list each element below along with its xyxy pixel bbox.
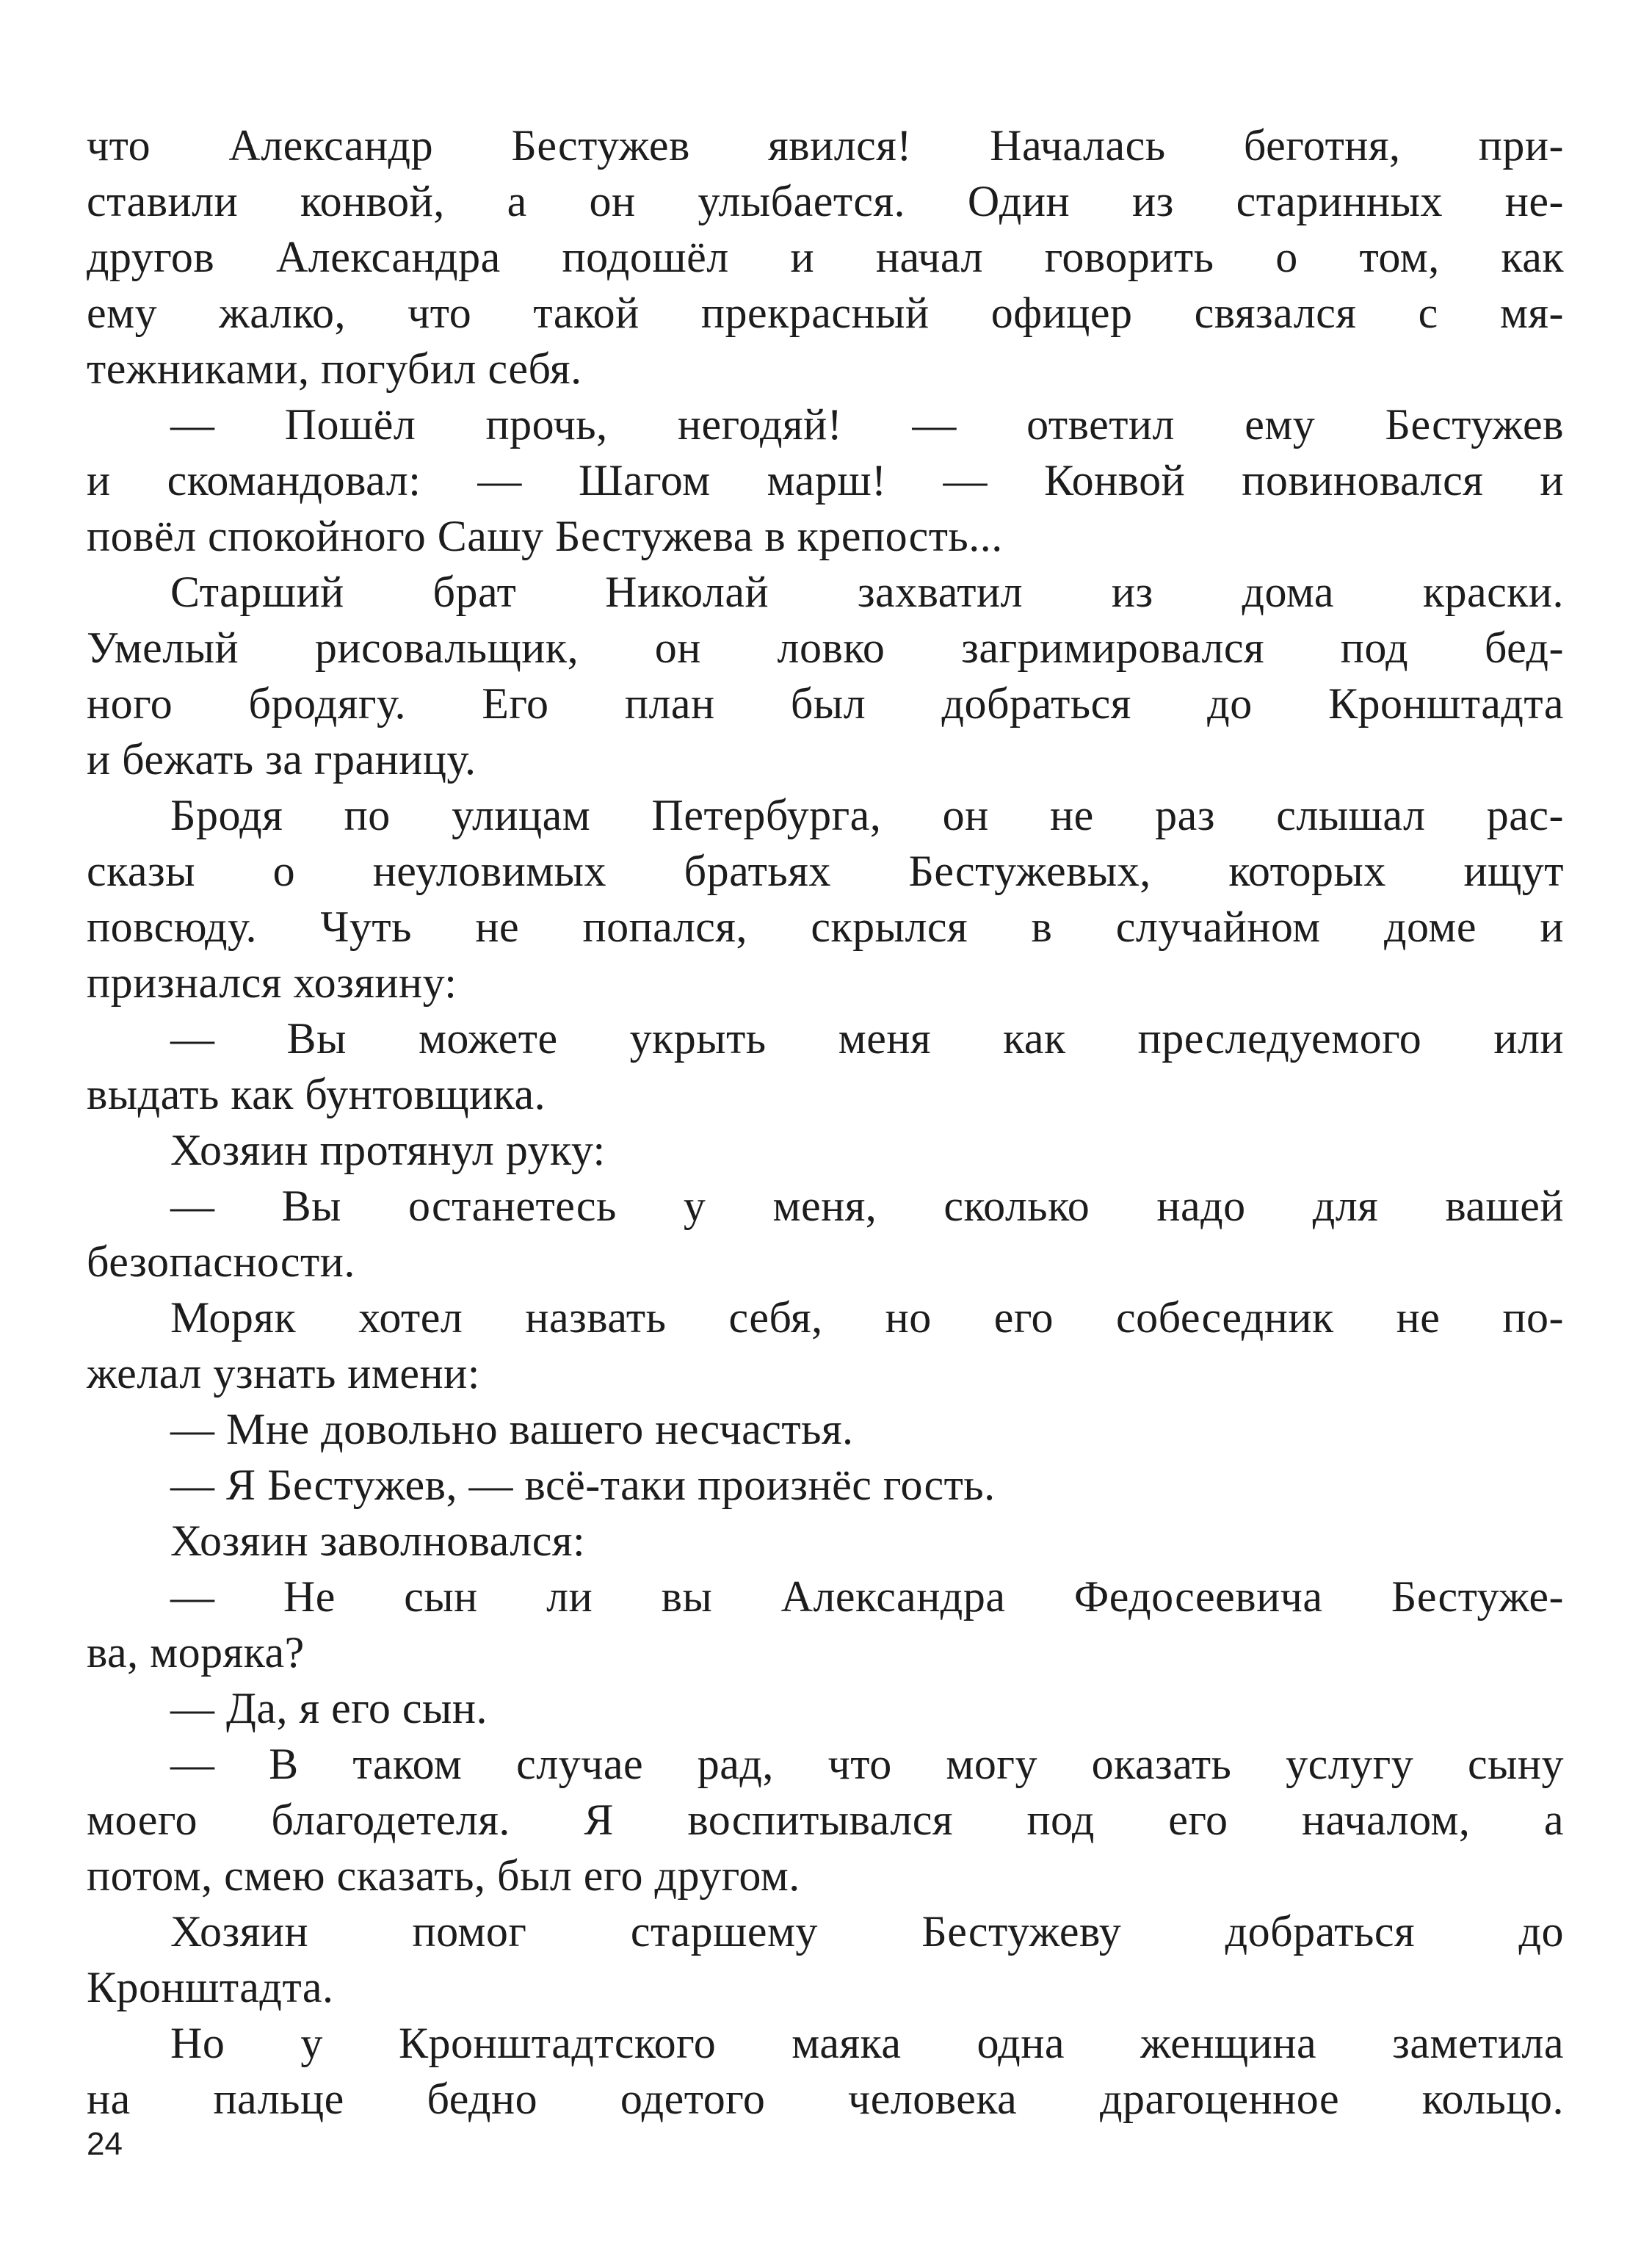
text-line: на пальце бедно одетого человека драгоценное кольцо. bbox=[87, 2075, 1564, 2123]
text-line: Моряк хотел назвать себя, но его собеседник не по- bbox=[170, 1293, 1564, 1342]
text-line: Хозяин заволновался: bbox=[170, 1516, 586, 1565]
text-line: желал узнать имени: bbox=[87, 1349, 480, 1398]
text-line: моего благодетеля. Я воспитывался под его началом, а bbox=[87, 1796, 1564, 1844]
text-line: Бродя по улицам Петербурга, он не раз слышал рас- bbox=[170, 791, 1564, 839]
text-line: ставили конвой, а он улыбается. Один из старинных не- bbox=[87, 177, 1564, 225]
page-number: 24 bbox=[87, 2126, 123, 2162]
text-line: Умелый рисовальщик, он ловко загримировался под бед- bbox=[87, 623, 1564, 672]
text-line: потом, смею сказать, был его другом. bbox=[87, 1851, 800, 1900]
text-line: что Александр Бестужев явился! Началась беготня, при- bbox=[87, 121, 1564, 170]
text-line: — Не сын ли вы Александра Федосеевича Бестуже- bbox=[170, 1572, 1564, 1621]
text-line: — Вы можете укрыть меня как преследуемого или bbox=[170, 1014, 1564, 1063]
text-line: Кронштадта. bbox=[87, 1963, 334, 2011]
text-line: ного бродягу. Его план был добраться до Кронштадта bbox=[87, 679, 1564, 728]
text-line: — Да, я его сын. bbox=[170, 1684, 488, 1732]
text-line: ему жалко, что такой прекрасный офицер связался с мя- bbox=[87, 289, 1564, 337]
text-line: признался хозяину: bbox=[87, 958, 457, 1007]
text-line: выдать как бунтовщика. bbox=[87, 1070, 546, 1118]
text-line: и бежать за границу. bbox=[87, 735, 477, 784]
text-line: повсюду. Чуть не попался, скрылся в случайном доме и bbox=[87, 903, 1564, 951]
text-line: другов Александра подошёл и начал говорить о том, как bbox=[87, 233, 1564, 281]
text-line: — Вы останетесь у меня, сколько надо для вашей bbox=[170, 1182, 1564, 1230]
text-line: Хозяин помог старшему Бестужеву добраться до bbox=[170, 1907, 1564, 1956]
text-line: — Я Бестужев, — всё-таки произнёс гость. bbox=[170, 1461, 996, 1509]
text-line: Хозяин протянул руку: bbox=[170, 1126, 606, 1174]
text-line: — Мне довольно вашего несчастья. bbox=[170, 1405, 854, 1453]
text-line: повёл спокойного Сашу Бестужева в крепость... bbox=[87, 512, 1003, 560]
text-line: Но у Кронштадтского маяка одна женщина заметила bbox=[170, 2019, 1564, 2067]
text-line: Старший брат Николай захватил из дома краски. bbox=[170, 568, 1564, 616]
text-line: — Пошёл прочь, негодяй! — ответил ему Бестужев bbox=[170, 400, 1564, 449]
text-line: безопасности. bbox=[87, 1237, 355, 1286]
text-line: тежниками, погубил себя. bbox=[87, 344, 582, 393]
text-line: ва, моряка? bbox=[87, 1628, 305, 1677]
text-line: и скомандовал: — Шагом марш! — Конвой повиновался и bbox=[87, 456, 1564, 505]
text-line: — В таком случае рад, что могу оказать услугу сыну bbox=[170, 1740, 1564, 1788]
text-line: сказы о неуловимых братьях Бестужевых, которых ищут bbox=[87, 847, 1564, 895]
